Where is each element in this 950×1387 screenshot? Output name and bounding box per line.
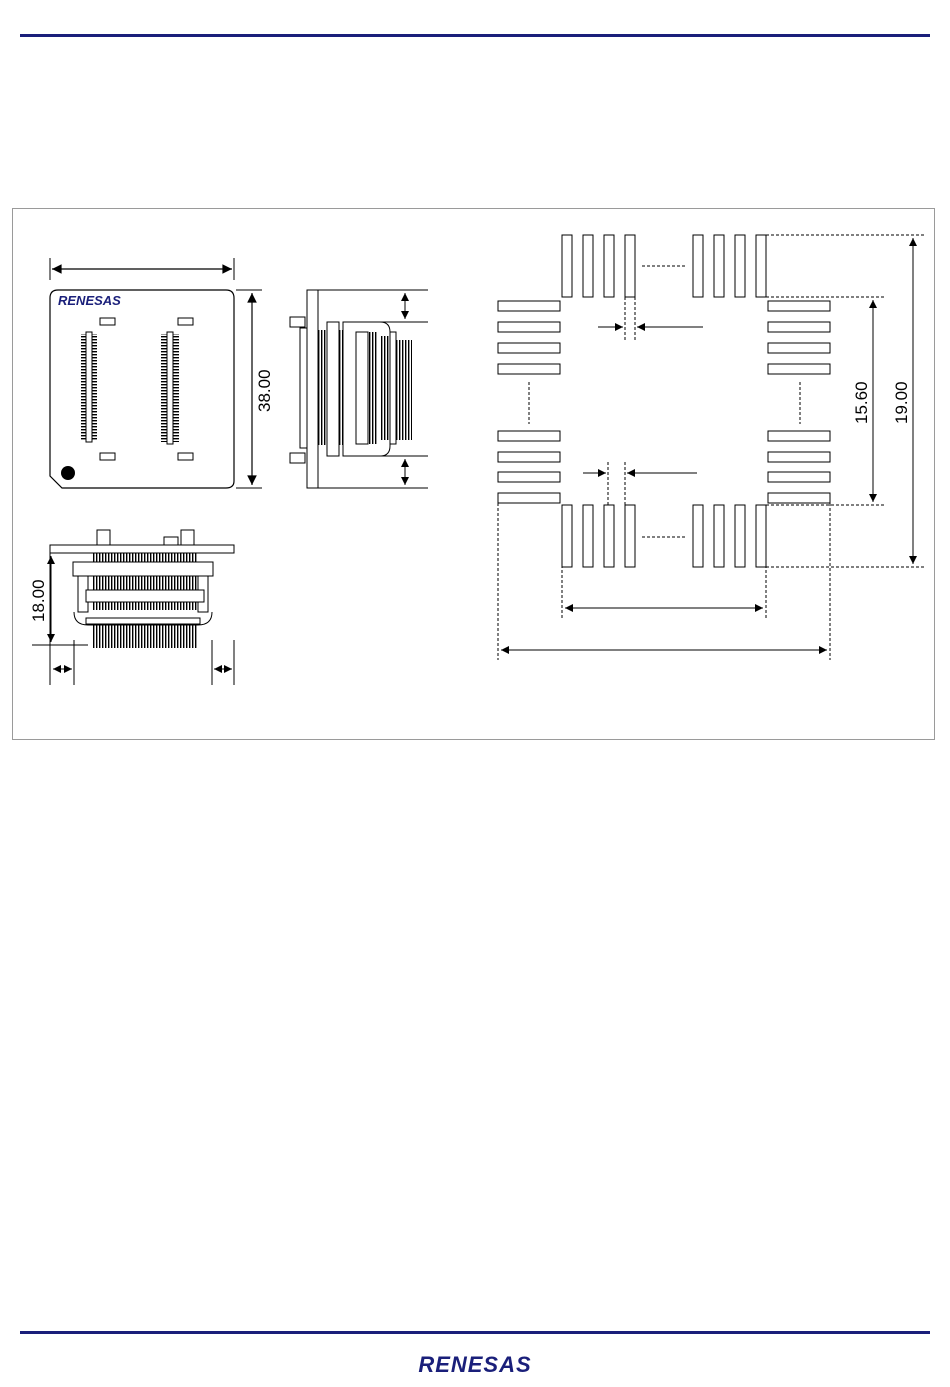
footprint-outer-dimension: 19.00 (892, 381, 911, 424)
front-height-dimension: 38.00 (255, 369, 274, 412)
bottom-view (29, 530, 234, 685)
pin1-marker (61, 466, 75, 480)
front-view (50, 258, 274, 488)
front-connector-left (81, 332, 97, 442)
footprint-view (498, 235, 925, 660)
board-logo: RENESAS (58, 293, 121, 308)
footprint-inner-dimension: 15.60 (852, 381, 871, 424)
footer-logo (0, 1352, 950, 1378)
front-connector-right (161, 332, 179, 444)
renesas-logo: RENESAS (418, 1352, 532, 1377)
side-view (290, 290, 428, 488)
footer-rule (20, 1331, 930, 1334)
board-outline (50, 290, 234, 488)
bottom-height-dimension: 18.00 (29, 579, 48, 622)
